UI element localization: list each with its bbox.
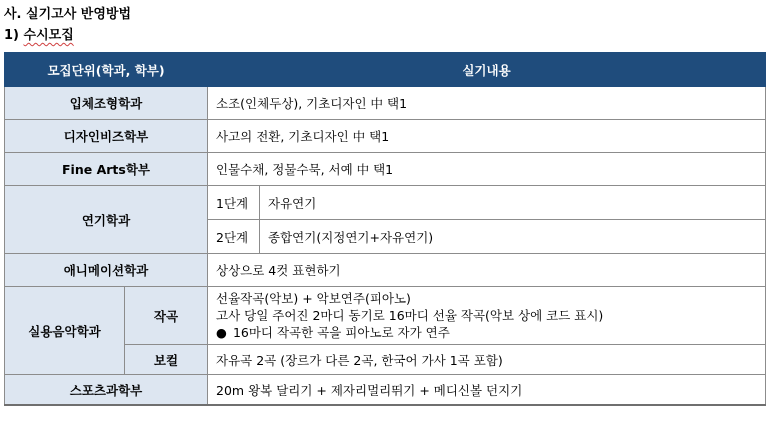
content-fine-arts: 인물수채, 정물수묵, 서예 中 택1 [208,153,766,186]
acting-stage2-label: 2단계 [208,220,260,254]
composition-line-3-text: 16마디 작곡한 곡을 피아노로 자가 연주 [232,325,450,340]
acting-stage1-content: 자유연기 [260,186,766,220]
header-content: 실기내용 [208,53,766,87]
header-unit: 모집단위(학과, 학부) [5,53,208,87]
unit-sculpture: 입체조형학과 [5,87,208,120]
acting-stage2-content: 종합연기(지정연기+자유연기) [260,220,766,254]
acting-stage1-label: 1단계 [208,186,260,220]
composition-line-3 [216,324,757,341]
subsection-label: 수시모집 [23,28,74,43]
table-row [5,87,766,120]
unit-acting: 연기학과 [5,186,208,254]
music-vocal-content: 자유곡 2곡 (장르가 다른 2곡, 한국어 가사 1곡 포함) [208,345,766,375]
content-design: 사고의 전환, 기초디자인 中 택1 [208,120,766,153]
table-row [5,375,766,406]
composition-line-2: 고사 당일 주어진 2마디 동기로 16마디 선율 작곡(악보 상에 코드 표시) [216,308,604,323]
unit-animation: 애니메이션학과 [5,254,208,287]
composition-line-1: 선율작곡(악보) + 악보연주(피아노) [216,291,411,306]
table-row [5,254,766,287]
music-composition-content [208,287,766,345]
unit-fine-arts: Fine Arts학부 [5,153,208,186]
subsection-number: 1) [4,28,19,43]
table-row [5,153,766,186]
music-composition-label: 작곡 [125,287,208,345]
unit-design: 디자인비즈학부 [5,120,208,153]
table-row [5,120,766,153]
section-title: 사. 실기고사 반영방법 [4,7,132,22]
subsection-title [4,24,74,43]
table-row [5,186,766,220]
music-vocal-label: 보컬 [125,345,208,375]
table-row [5,287,766,345]
content-animation: 상상으로 4컷 표현하기 [208,254,766,287]
bullet-icon: ● [216,325,227,340]
unit-music: 실용음악학과 [5,287,125,375]
content-sculpture: 소조(인체두상), 기초디자인 中 택1 [208,87,766,120]
content-sports: 20m 왕복 달리기 + 제자리멀리뛰기 + 메디신볼 던지기 [208,375,766,406]
table-header-row [5,53,766,87]
practical-exam-table [4,52,766,406]
unit-sports: 스포츠과학부 [5,375,208,406]
